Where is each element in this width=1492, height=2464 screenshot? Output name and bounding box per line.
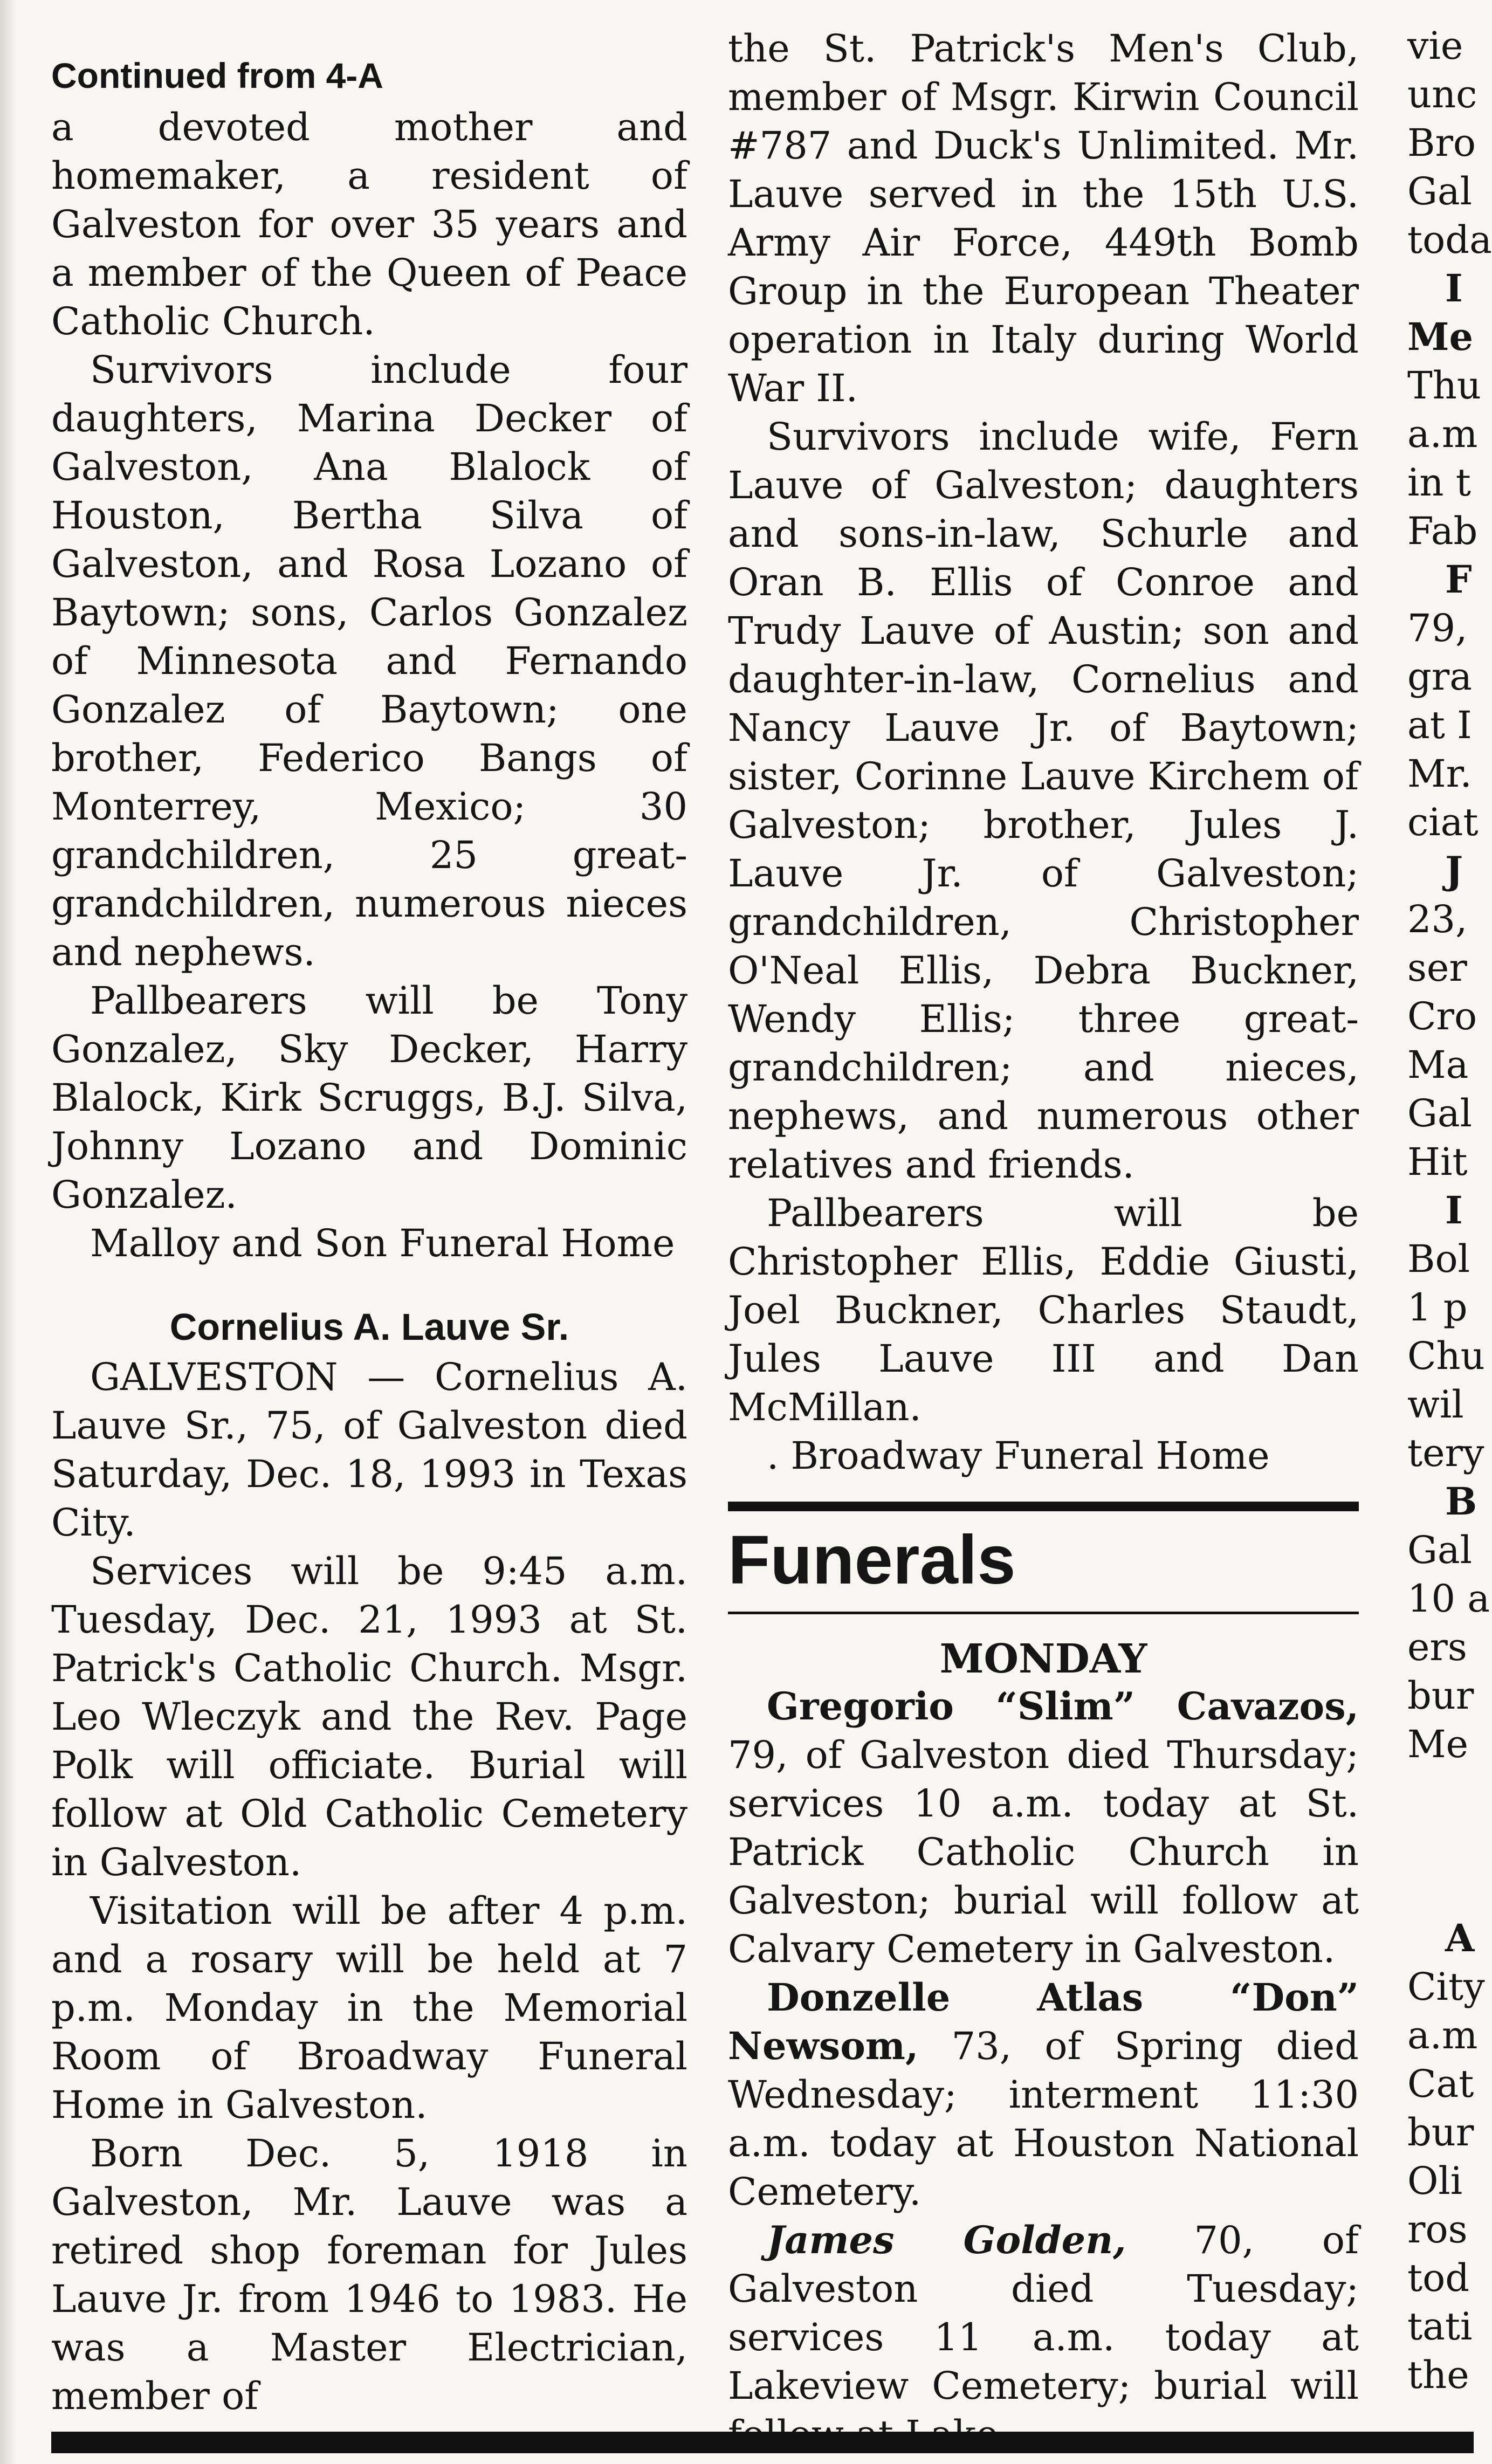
fragment: City [1407, 1965, 1485, 2009]
fragment: bur [1407, 2110, 1474, 2155]
fragment: Hit [1407, 1140, 1468, 1184]
obituary-heading-lauve: Cornelius A. Lauve Sr. [169, 1306, 569, 1348]
fragment: toda [1407, 218, 1492, 262]
fragment: 79, [1407, 606, 1468, 650]
fragment: B [1445, 1479, 1477, 1524]
entry-text: 70, of Galveston died Tuesday; services 11 a.m. today at Lakeview Cemetery; burial will [728, 2218, 1359, 2408]
fragment: F [1445, 557, 1472, 602]
fragment: Mr. [1407, 752, 1472, 796]
funeral-entry-newsom [728, 1973, 1359, 2216]
fragment: a.m [1407, 2013, 1478, 2057]
fragment: Fab [1407, 509, 1478, 553]
col2-pallbearers-paragraph: Pallbearers will be Christopher Ellis, Eddie Giusti, Joel Buckner, Charles Staudt, Jules Lauve III and Dan McMillan. [728, 1191, 1359, 1429]
funeral-entry-golden [728, 2216, 1359, 2459]
col1-pallbearers-paragraph: Pallbearers will be Tony Gonzalez, Sky Decker, Harry Blalock, Kirk Scruggs, B.J. Silva, Johnny Lozano and Dominic Gonzalez. [51, 979, 687, 1217]
entry-text: 79, of Galveston died Thursday; services 10 a.m. today at St. Patrick Catholic Church in Galveston; burial will follow at Calvary Cemetery in Galveston. [728, 1733, 1359, 1971]
entry-name: James Golden, [767, 2218, 1126, 2262]
fragment: Oli [1407, 2159, 1463, 2203]
funeral-entry-cavazos [728, 1682, 1359, 1973]
lauve-services-paragraph: Services will be 9:45 a.m. Tuesday, Dec. 21, 1993 at St. Patrick's Catholic Church. Msgr. Leo Wleczyk and the Rev. Page Polk will officiate. Burial will follow at Old Catholic Cemetery in Galveston. [51, 1549, 687, 1884]
column-1 [51, 0, 687, 2418]
fragment: bur [1407, 1674, 1474, 1718]
fragment: 23, [1407, 897, 1468, 941]
fragment: I [1445, 266, 1463, 311]
fragment: ros [1407, 2207, 1468, 2252]
fragment: vie [1407, 24, 1463, 68]
fragment: in t [1407, 460, 1471, 505]
fragment: Chu [1407, 1334, 1485, 1378]
fragment: the [1407, 2353, 1469, 2397]
col1-paragraph-1: a devoted mother and homemaker, a resident of Galveston for over 35 years and a member of the Queen of Peace Catholic Church. [51, 105, 687, 343]
fragment: ers [1407, 1625, 1467, 1669]
fragment: A [1445, 1916, 1475, 1960]
fragment: Bro [1407, 121, 1476, 165]
fragment: Me [1407, 314, 1474, 359]
col2-paragraph-1: the St. Patrick's Men's Club, member of Msgr. Kirwin Council #787 and Duck's Unlimited. Mr. Lauve served in the 15th U.S. Army Air Force, 449th Bomb Group in the European Theater operation in Italy during World War II. [728, 26, 1359, 410]
col2-survivors-paragraph: Survivors include wife, Fern Lauve of Galveston; daughters and sons-in-law, Schurle and Oran B. Ellis of Conroe and Trudy Lauve of Austin; son and daughter-in-law, Cornelius and Nancy Lauve Jr. of Baytown; sister, Corinne Lauve Kirchem of Galveston; brother, Jules J. Lauve Jr. of Galveston; grandchildren, Christopher O'Neal Ellis, Debra Buckner, Wendy Ellis; three great-grandchildren; and nieces, nephews, and numerous other relatives and friends. [728, 415, 1359, 1187]
fragment: Gal [1407, 1091, 1473, 1135]
fragment: a.m [1407, 412, 1478, 456]
fragment: gra [1407, 655, 1473, 699]
fragment: 10 a [1407, 1577, 1490, 1621]
fragment: Me [1407, 1722, 1469, 1766]
fragment: tati [1407, 2304, 1473, 2349]
entry-name: Gregorio “Slim” Cavazos, [767, 1684, 1359, 1729]
fragment: 1 p [1407, 1285, 1468, 1330]
fragment: Cat [1407, 2062, 1474, 2106]
section-title: Funerals [728, 1522, 1016, 1599]
fragment: unc [1407, 72, 1477, 116]
column-2 [728, 0, 1359, 2415]
fragment: Bol [1407, 1237, 1470, 1281]
entry-text: 73, of Spring died Wednesday; interment 11:30 a.m. today at Houston National Cemetery. [728, 2024, 1359, 2214]
col1-funeral-home: Malloy and Son Funeral Home [90, 1221, 675, 1265]
fragment: Gal [1407, 169, 1473, 214]
bottom-rule [51, 2432, 1474, 2453]
lauve-visitation-paragraph: Visitation will be after 4 p.m. and a rosary will be held at 7 p.m. Monday in the Memorial Room of Broadway Funeral Home in Galveston. [51, 1889, 687, 2127]
fragment: at I [1407, 703, 1472, 747]
fragment: wil [1407, 1382, 1464, 1427]
section-top-rule [728, 1502, 1359, 1511]
entry-name: Donzelle Atlas “Don” Newsom, [728, 1975, 1359, 2068]
fragment: Gal [1407, 1528, 1473, 1572]
fragment: J [1445, 848, 1463, 893]
fragment: tery [1407, 1431, 1484, 1475]
fragment: Ma [1407, 1043, 1469, 1087]
col1-survivors-paragraph: Survivors include four daughters, Marina Decker of Galveston, Ana Blalock of Houston, Bertha Silva of Galveston, and Rosa Lozano of Baytown; sons, Carlos Gonzalez of Minnesota and Fernando Gonzalez of Baytown; one brother, Federico Bangs of Monterrey, Mexico; 30 grandchildren, 25 great-grandchildren, numerous nieces and nephews. [51, 348, 687, 974]
fragment: tod [1407, 2256, 1470, 2300]
lauve-paragraph-1: GALVESTON — Cornelius A. Lauve Sr., 75, of Galveston died Saturday, Dec. 18, 1993 in Texas City. [51, 1355, 687, 1545]
fragment: Cro [1407, 994, 1477, 1038]
section-bottom-rule [728, 1612, 1359, 1614]
fragment: Thu [1407, 363, 1481, 408]
fragment: ciat [1407, 800, 1479, 844]
fragment: ser [1407, 946, 1467, 990]
column-3-cutoff [1407, 22, 1492, 2437]
page-edge-shadow [0, 0, 16, 2464]
col2-funeral-home: . Broadway Funeral Home [767, 1434, 1270, 1478]
lauve-biography-paragraph: Born Dec. 5, 1918 in Galveston, Mr. Lauve was a retired shop foreman for Jules Lauve Jr. from 1946 to 1983. He was a Master Electrician, member of [51, 2131, 687, 2418]
fragment: I [1445, 1188, 1463, 1233]
continued-label: Continued from 4-A [51, 56, 383, 95]
day-heading: MONDAY [939, 1636, 1147, 1682]
